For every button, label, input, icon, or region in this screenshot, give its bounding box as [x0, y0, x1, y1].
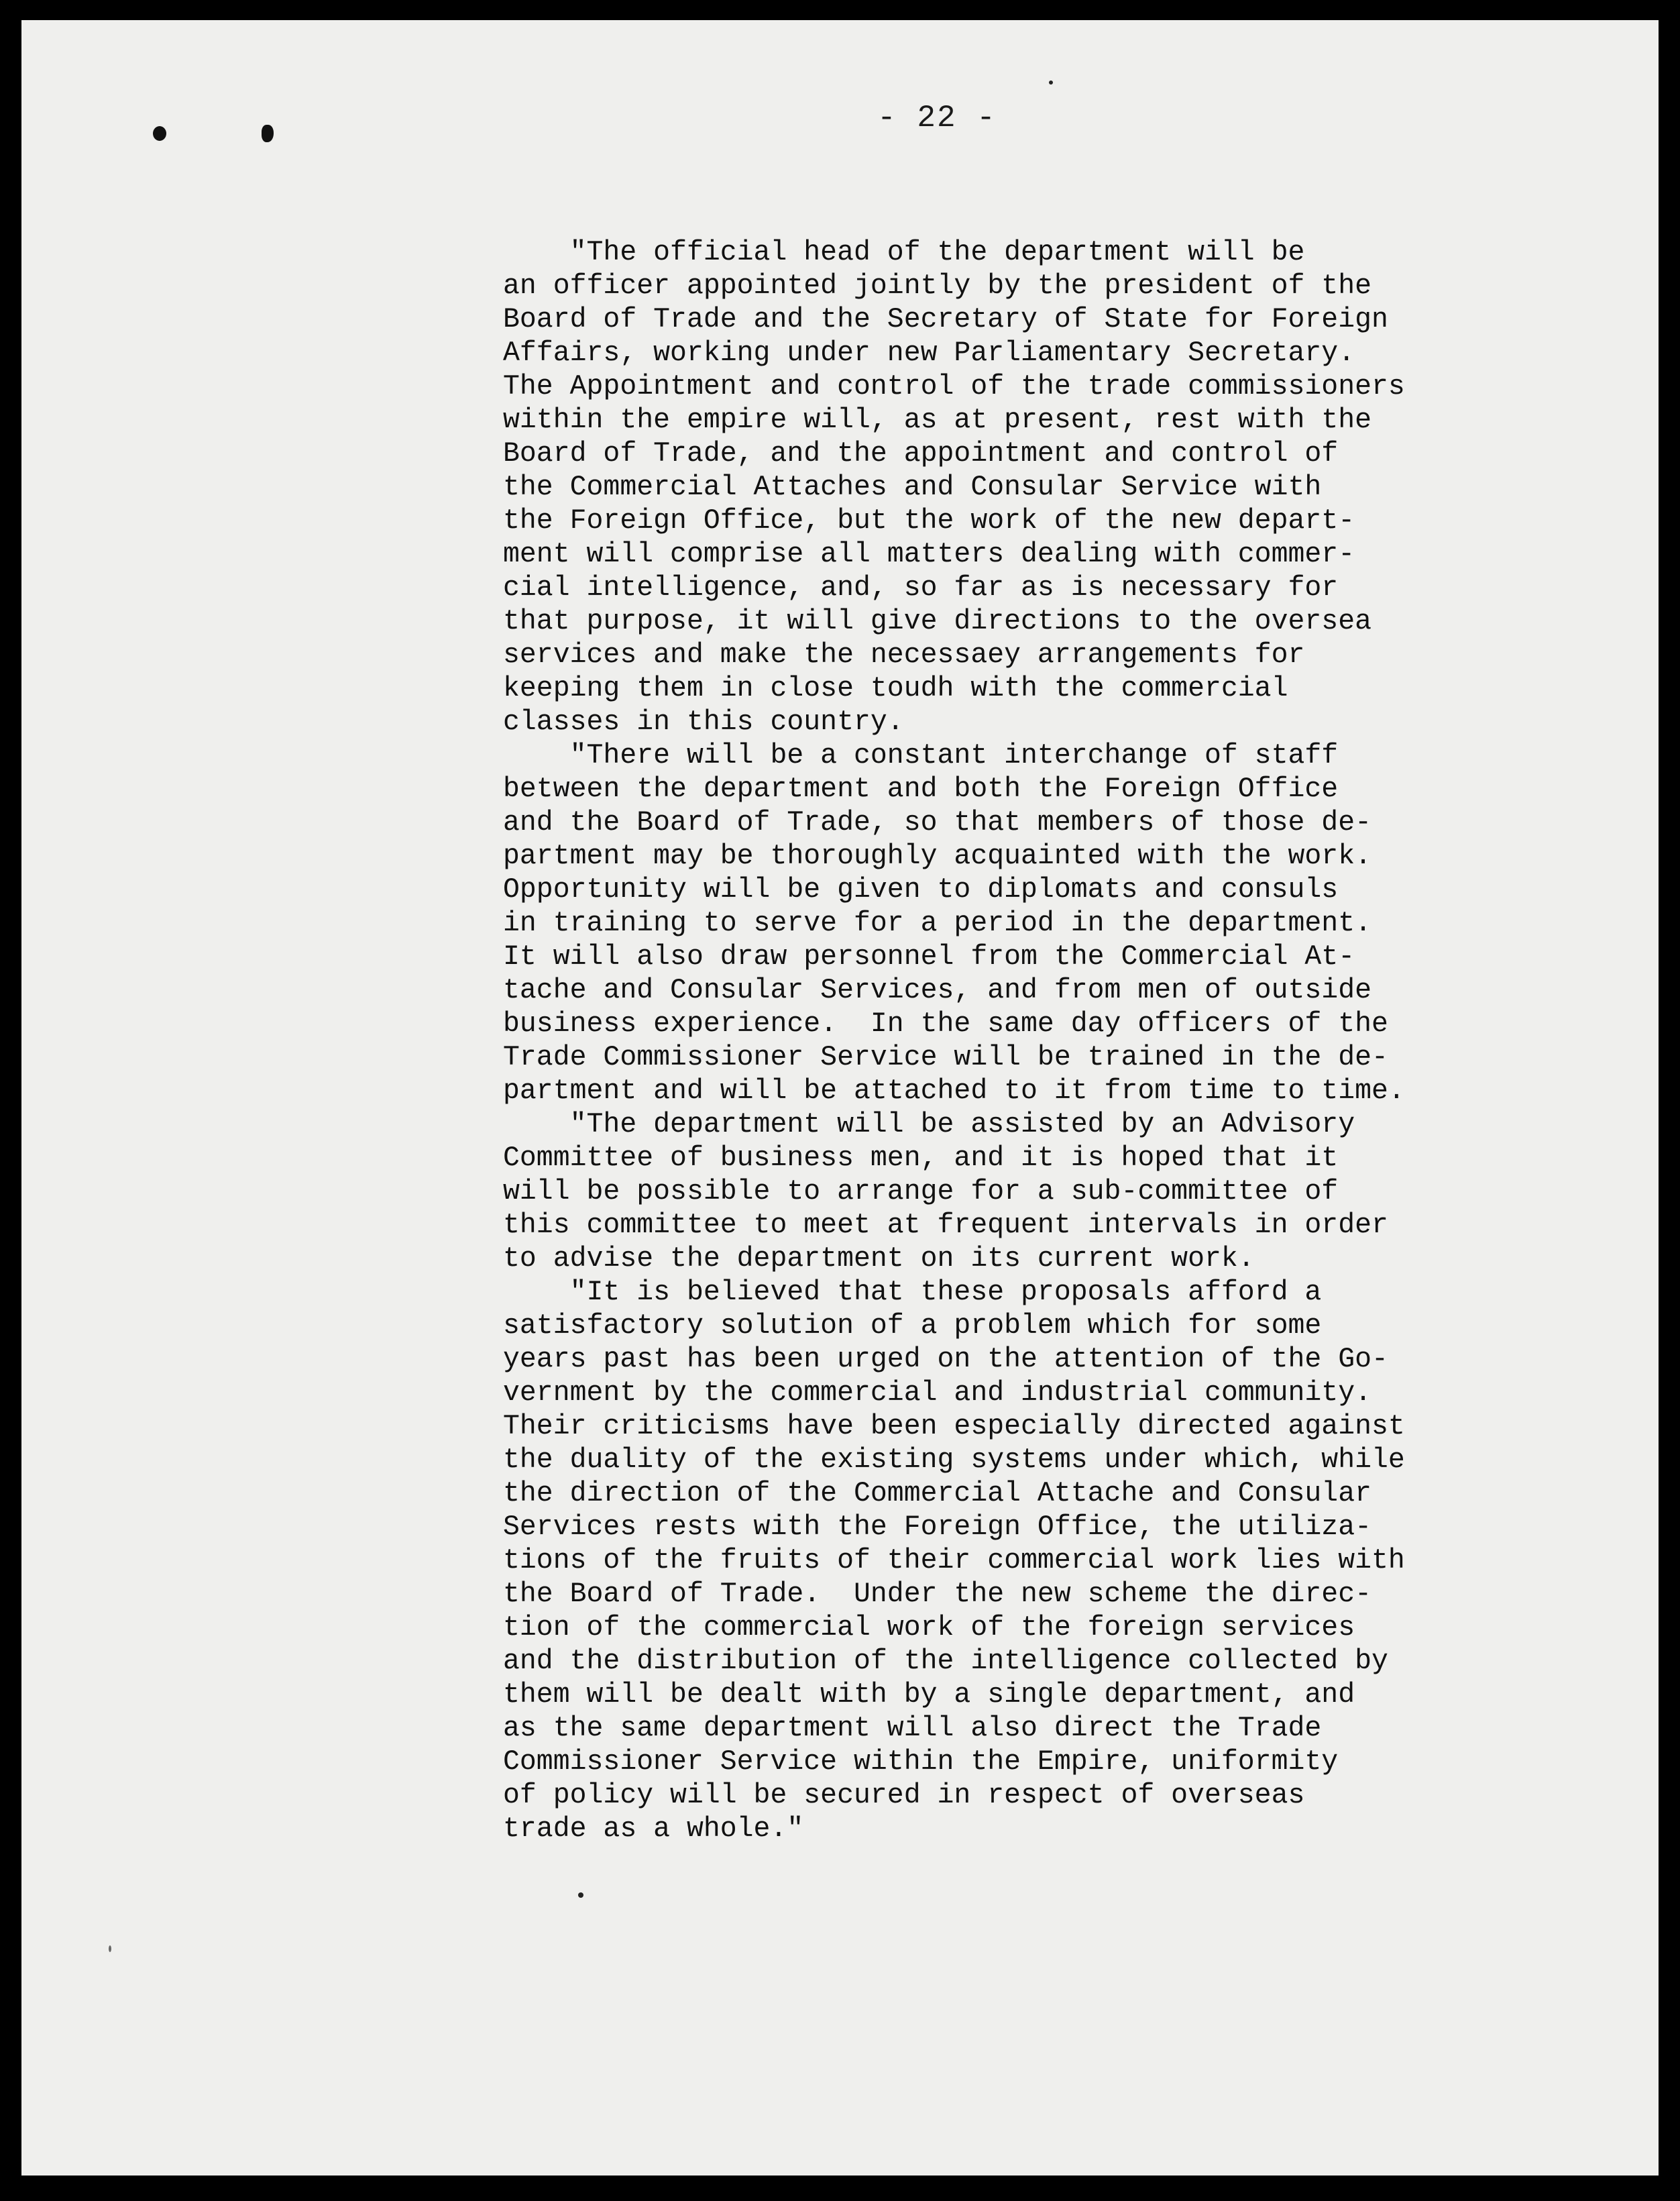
paragraph-department-head — [503, 236, 1482, 739]
text-line: the duality of the existing systems under which, while — [503, 1444, 1405, 1476]
text-line: in training to serve for a period in the department. — [503, 908, 1372, 939]
text-line: the Board of Trade. Under the new scheme the direc- — [503, 1578, 1372, 1610]
text-line: Affairs, working under new Parliamentary Secretary. — [503, 337, 1355, 369]
text-line: Committee of business men, and it is hoped that it — [503, 1142, 1339, 1174]
text-line: the direction of the Commercial Attache and Consular — [503, 1478, 1372, 1509]
text-line: between the department and both the Foreign Office — [503, 773, 1339, 805]
text-line: Opportunity will be given to diplomats and consuls — [503, 874, 1339, 906]
text-line: years past has been urged on the attention of the Go- — [503, 1344, 1388, 1375]
text-line: of policy will be secured in respect of overseas — [503, 1780, 1305, 1811]
text-line: services and make the necessaey arrangements for — [503, 639, 1305, 671]
text-line: partment and will be attached to it from time to time. — [503, 1075, 1405, 1107]
text-line: The Appointment and control of the trade commissioners — [503, 371, 1405, 402]
text-line: an officer appointed jointly by the president of the — [503, 270, 1372, 302]
punch-hole-mark — [153, 126, 166, 141]
text-line: Board of Trade, and the appointment and control of — [503, 438, 1339, 470]
ink-speck — [578, 1892, 583, 1898]
text-line: satisfactory solution of a problem which for some — [503, 1310, 1322, 1342]
text-line: tions of the fruits of their commercial work lies with — [503, 1545, 1405, 1576]
text-line: will be possible to arrange for a sub-committee of — [503, 1176, 1339, 1207]
text-line: "The official head of the department will be — [503, 237, 1305, 268]
text-line: cial intelligence, and, so far as is necessary for — [503, 572, 1339, 604]
text-line: business experience. In the same day officers of the — [503, 1008, 1388, 1040]
ink-speck — [109, 1945, 111, 1952]
text-line: Commissioner Service within the Empire, uniformity — [503, 1746, 1339, 1778]
text-line: that purpose, it will give directions to the oversea — [503, 606, 1372, 637]
paragraph-staff-interchange — [503, 739, 1482, 1108]
text-line: "It is believed that these proposals afford a — [503, 1277, 1322, 1308]
text-line: Services rests with the Foreign Office, the utiliza- — [503, 1511, 1372, 1543]
text-line: as the same department will also direct the Trade — [503, 1713, 1322, 1744]
text-line: tion of the commercial work of the foreign services — [503, 1612, 1355, 1644]
paragraph-advisory-committee — [503, 1108, 1482, 1276]
page-number: - 22 - — [877, 101, 997, 136]
text-line: the Commercial Attaches and Consular Service with — [503, 472, 1322, 503]
ink-speck — [1049, 80, 1053, 85]
text-line: ment will comprise all matters dealing with commer- — [503, 539, 1355, 570]
text-line: tache and Consular Services, and from men of outside — [503, 975, 1372, 1006]
typed-text-body — [503, 236, 1482, 1846]
paragraph-proposals-solution — [503, 1276, 1482, 1846]
text-line: and the Board of Trade, so that members of those de- — [503, 807, 1372, 839]
text-line: partment may be thoroughly acquainted with the work. — [503, 841, 1372, 872]
text-line: "The department will be assisted by an Advisory — [503, 1109, 1355, 1140]
text-line: keeping them in close toudh with the commercial — [503, 673, 1288, 704]
text-line: "There will be a constant interchange of staff — [503, 740, 1339, 771]
text-line: this committee to meet at frequent intervals in order — [503, 1210, 1388, 1241]
text-line: them will be dealt with by a single department, and — [503, 1679, 1355, 1711]
text-line: trade as a whole." — [503, 1813, 804, 1845]
punch-hole-mark — [262, 125, 274, 142]
text-line: and the distribution of the intelligence collected by — [503, 1646, 1388, 1677]
document-page — [21, 20, 1659, 2176]
text-line: the Foreign Office, but the work of the new depart- — [503, 505, 1355, 537]
text-line: It will also draw personnel from the Commercial At- — [503, 941, 1355, 973]
text-line: to advise the department on its current work. — [503, 1243, 1255, 1275]
text-line: Board of Trade and the Secretary of State for Foreign — [503, 304, 1388, 335]
text-line: classes in this country. — [503, 706, 904, 738]
text-line: Their criticisms have been especially directed against — [503, 1411, 1405, 1442]
text-line: vernment by the commercial and industrial community. — [503, 1377, 1372, 1409]
text-line: within the empire will, as at present, rest with the — [503, 405, 1372, 436]
text-line: Trade Commissioner Service will be trained in the de- — [503, 1042, 1388, 1073]
